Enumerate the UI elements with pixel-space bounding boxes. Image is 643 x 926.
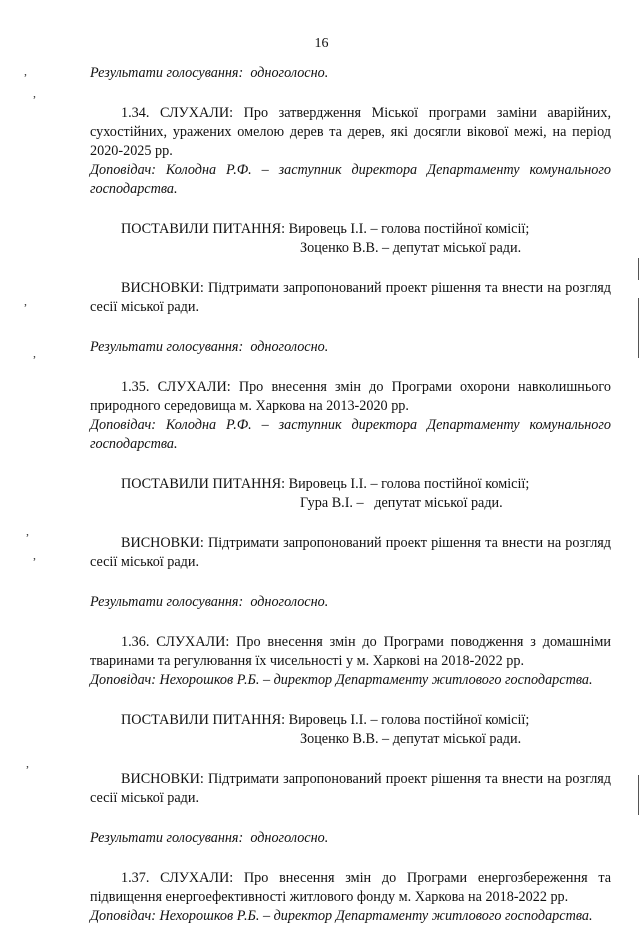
heard-text: Про внесення змін до Програми енергозбереження та підвищення енергоефективності житлового фонду м. Харкова на 2018-2022 рр. (90, 870, 612, 905)
questions-person: Вировець І.І. – голова постійної комісії; (288, 476, 530, 492)
scan-edge-line (638, 775, 639, 815)
voting-result (90, 829, 611, 848)
agenda-item-1-34 (90, 104, 611, 199)
voting-result-value: одноголосно. (250, 339, 329, 355)
heard-label: СЛУХАЛИ: (159, 105, 234, 121)
questions-label: ПОСТАВИЛИ ПИТАННЯ: (121, 476, 286, 492)
speaker-line: Доповідач: Колодна Р.Ф. – заступник директора Департаменту комунального господарства. (90, 417, 611, 452)
item-number: 1.35. (121, 379, 150, 395)
conclusions-paragraph (90, 279, 611, 317)
conclusions-label: ВИСНОВКИ: (121, 771, 204, 787)
agenda-item-1-36 (90, 633, 611, 690)
margin-mark: , (33, 346, 36, 360)
voting-result (90, 338, 611, 357)
heard-paragraph (90, 869, 611, 907)
item-number: 1.36. (121, 634, 150, 650)
conclusions-paragraph (90, 534, 611, 572)
voting-result (90, 593, 611, 612)
voting-result-value: одноголосно. (250, 65, 329, 81)
margin-mark: , (33, 548, 36, 562)
heard-label: СЛУХАЛИ: (156, 634, 230, 650)
questions-line-2: Зоценко В.В. – депутат міської ради. (300, 731, 522, 747)
conclusions-paragraph (90, 770, 611, 808)
margin-mark: , (26, 524, 29, 538)
document-body (90, 64, 611, 926)
item-number: 1.37. (121, 870, 150, 886)
conclusions-text: Підтримати запропонований проект рішення та внести на розгляд сесії міської ради. (90, 280, 612, 315)
heard-paragraph (90, 378, 611, 416)
heard-text: Про внесення змін до Програми охорони навколишнього природного середовища м. Харкова на 2013-2020 рр. (90, 379, 611, 414)
questions-block (90, 711, 611, 749)
heard-label: СЛУХАЛИ: (157, 379, 231, 395)
questions-label: ПОСТАВИЛИ ПИТАННЯ: (121, 221, 286, 237)
agenda-item-1-37 (90, 869, 611, 926)
speaker-line: Доповідач: Нехорошков Р.Б. – директор Департаменту житлового господарства. (90, 908, 593, 924)
conclusions-label: ВИСНОВКИ: (121, 280, 204, 296)
questions-line-1 (90, 711, 611, 730)
conclusions-text: Підтримати запропонований проект рішення та внести на розгляд сесії міської ради. (90, 535, 612, 570)
questions-label: ПОСТАВИЛИ ПИТАННЯ: (121, 712, 286, 728)
margin-mark: , (24, 294, 27, 308)
scan-edge-line (638, 258, 639, 280)
voting-result (90, 64, 611, 83)
heard-text: Про внесення змін до Програми поводження з домашніми тваринами та регулювання їх чисельності у м. Харкові на 2018-2022 рр. (90, 634, 611, 669)
voting-result-label: Результати голосування: (90, 830, 244, 846)
voting-result-value: одноголосно. (250, 830, 329, 846)
margin-mark: , (33, 86, 36, 100)
heard-paragraph (90, 633, 611, 671)
item-number: 1.34. (121, 105, 150, 121)
questions-block (90, 475, 611, 513)
voting-result-label: Результати голосування: (90, 594, 244, 610)
questions-line-1 (90, 475, 611, 494)
questions-line-2: Зоценко В.В. – депутат міської ради. (300, 240, 522, 256)
page-number: 16 (314, 36, 329, 51)
margin-mark: , (24, 64, 27, 78)
questions-block (90, 220, 611, 258)
conclusions-label: ВИСНОВКИ: (121, 535, 204, 551)
questions-person: Вировець І.І. – голова постійної комісії; (288, 712, 530, 728)
conclusions-text: Підтримати запропонований проект рішення та внести на розгляд сесії міської ради. (90, 771, 612, 806)
questions-person: Вировець І.І. – голова постійної комісії; (288, 221, 530, 237)
speaker-line: Доповідач: Колодна Р.Ф. – заступник директора Департаменту комунального господарства. (90, 162, 611, 197)
questions-line-1 (90, 220, 611, 239)
agenda-item-1-35 (90, 378, 611, 454)
speaker-line: Доповідач: Нехорошков Р.Б. – директор Департаменту житлового господарства. (90, 672, 593, 688)
voting-result-value: одноголосно. (250, 594, 329, 610)
scan-edge-line (638, 298, 639, 358)
heard-paragraph (90, 104, 611, 161)
voting-result-label: Результати голосування: (90, 339, 244, 355)
heard-label: СЛУХАЛИ: (160, 870, 234, 886)
questions-line-2: Гура В.І. – депутат міської ради. (300, 495, 503, 511)
voting-result-label: Результати голосування: (90, 65, 244, 81)
margin-mark: , (26, 756, 29, 770)
heard-text: Про затвердження Міської програми заміни аварійних, сухостійних, уражених омелою дерев та дерев, які досягли вікової межі, на період 2020-2025 рр. (90, 105, 611, 159)
